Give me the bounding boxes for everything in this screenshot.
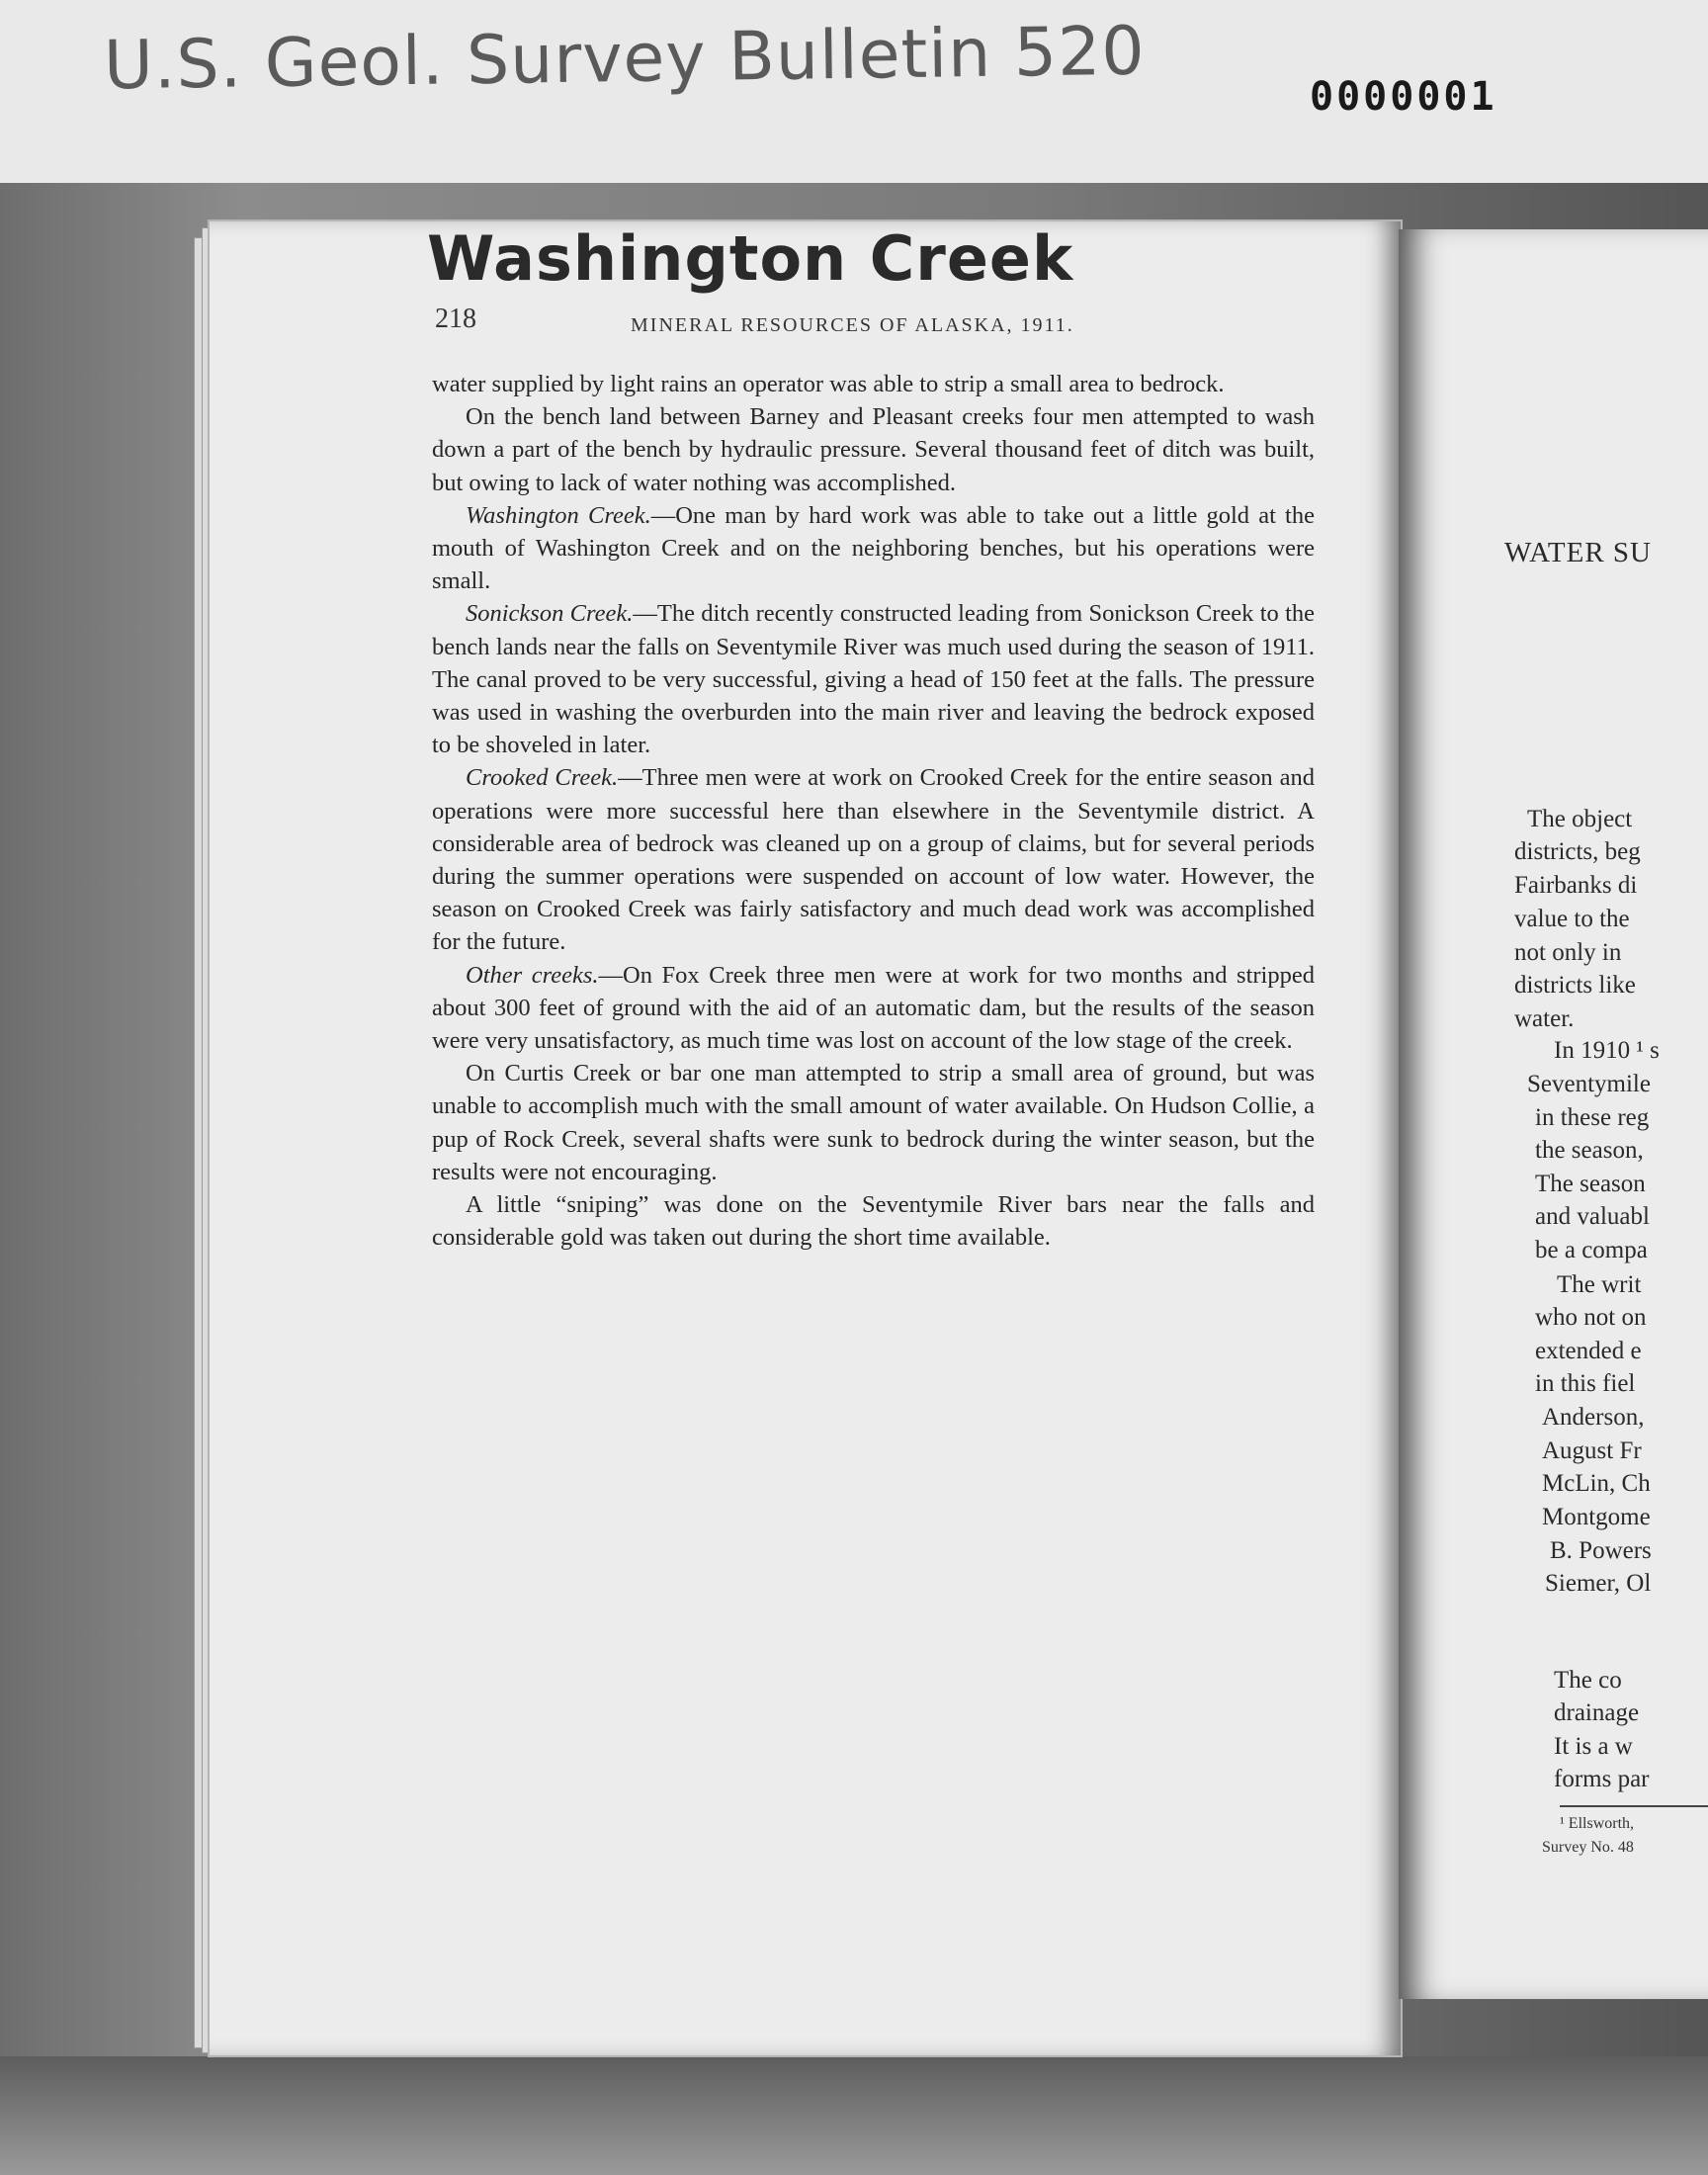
paragraph xyxy=(432,1188,1315,1254)
right-page-heading: WATER SU xyxy=(1504,537,1652,568)
paragraph-lead: Other creeks. xyxy=(466,961,599,989)
paragraph-text: —One man by hard work was able to take out a little gold at the mouth of Washington Creek and on the neighboring benches, but his operations were small. xyxy=(432,501,1315,595)
paragraph-lead: Washington Creek. xyxy=(466,501,651,529)
right-page-line: The writ xyxy=(1557,1271,1642,1298)
right-page-line: Montgome xyxy=(1542,1504,1651,1530)
right-page-line: In 1910 ¹ s xyxy=(1554,1037,1660,1064)
right-page-line: in these reg xyxy=(1535,1104,1650,1131)
paragraph xyxy=(432,761,1315,958)
right-page-line: Fairbanks di xyxy=(1514,872,1638,899)
paragraph-text: —Three men were at work on Crooked Creek for the entire season and operations were more successful here than elsewhere in the Seventymile district. A considerable area of bedrock was cleaned up on a group of claims, but for several periods during the summer operations were suspended on account of low water. However, the season on Crooked Creek was fairly satisfactory and much dead work was accomplished for the future. xyxy=(432,764,1315,956)
right-page-line: forms par xyxy=(1554,1766,1650,1792)
right-page-line: B. Powers xyxy=(1550,1537,1652,1564)
right-page-line: Anderson, xyxy=(1542,1404,1645,1431)
paragraph-text: On Curtis Creek or bar one man attempted to strip a small area of ground, but was unable to accomplish much with the small amount of water available. On Hudson Collie, a pup of Rock Creek, several shafts were sunk to bedrock during the winter season, but the results were not encouraging. xyxy=(432,1060,1315,1185)
right-page-line: drainage xyxy=(1554,1699,1640,1726)
scan-bottom-shadow xyxy=(0,2056,1708,2175)
right-page-line: districts, beg xyxy=(1514,838,1641,865)
right-page-line: extended e xyxy=(1535,1338,1642,1364)
right-page-line: Siemer, Ol xyxy=(1545,1570,1652,1597)
right-page-line: It is a w xyxy=(1554,1733,1633,1760)
right-page-footnote: ¹ Ellsworth, xyxy=(1560,1815,1635,1832)
document-number: 0000001 xyxy=(1310,74,1497,120)
paragraph-text: —On Fox Creek three men were at work for two months and stripped about 300 feet of ground with the aid of an automatic dam, but the results of the season were very unsatisfactory, as much time was lost on account of the low stage of the creek. xyxy=(432,961,1315,1055)
right-page-line: and valuabl xyxy=(1535,1203,1650,1230)
right-page-line: The co xyxy=(1554,1667,1622,1694)
paragraph-text: water supplied by light rains an operator was able to strip a small area to bedrock. xyxy=(432,371,1225,397)
paragraph xyxy=(432,400,1315,499)
right-page-line: be a compa xyxy=(1535,1237,1648,1263)
right-page-line: the season, xyxy=(1535,1137,1644,1164)
right-page-line: water. xyxy=(1514,1005,1575,1032)
paragraph-text: A little “sniping” was done on the Seventymile River bars near the falls and considerable gold was taken out during the short time available. xyxy=(432,1191,1315,1252)
right-page-line: Seventymile xyxy=(1527,1071,1651,1097)
paragraph xyxy=(432,597,1315,761)
right-page-line: McLin, Ch xyxy=(1542,1470,1651,1497)
footnote-rule xyxy=(1560,1805,1708,1807)
page-number: 218 xyxy=(435,304,476,334)
paragraph-text: —The ditch recently constructed leading from Sonickson Creek to the bench lands near the falls on Seventymile River was much used during the season of 1911. The canal proved to be very successful, giving a head of 150 feet at the falls. The pressure was used in washing the overburden into the main river and leaving the bedrock exposed to be shoveled in later. xyxy=(432,600,1316,759)
handwritten-bulletin-title: U.S. Geol. Survey Bulletin 520 xyxy=(103,12,1147,106)
right-page-line: August Fr xyxy=(1542,1437,1642,1464)
paragraph xyxy=(432,368,1315,400)
running-head: MINERAL RESOURCES OF ALASKA, 1911. xyxy=(631,314,1074,336)
paragraph xyxy=(432,1057,1315,1188)
handwritten-heading: Washington Creek xyxy=(427,222,1074,295)
right-page-line: The season xyxy=(1535,1171,1646,1197)
right-page-footnote: Survey No. 48 xyxy=(1542,1839,1634,1856)
right-page-line: districts like xyxy=(1514,972,1636,999)
right-page-line: not only in xyxy=(1514,939,1622,966)
right-page-line: The object xyxy=(1527,806,1633,832)
right-page-line: who not on xyxy=(1535,1304,1647,1331)
right-page-line: in this fiel xyxy=(1535,1370,1636,1397)
right-page-line: value to the xyxy=(1514,906,1630,932)
body-text xyxy=(432,368,1315,1254)
paragraph-lead: Crooked Creek. xyxy=(466,764,619,792)
paragraph-lead: Sonickson Creek. xyxy=(466,600,634,628)
paragraph-text: On the bench land between Barney and Pleasant creeks four men attempted to wash down a part of the bench by hydraulic pressure. Several thousand feet of ditch was built, but owing to lack of water nothing was accomplished. xyxy=(432,403,1315,496)
paragraph xyxy=(432,499,1315,598)
paragraph xyxy=(432,959,1315,1058)
